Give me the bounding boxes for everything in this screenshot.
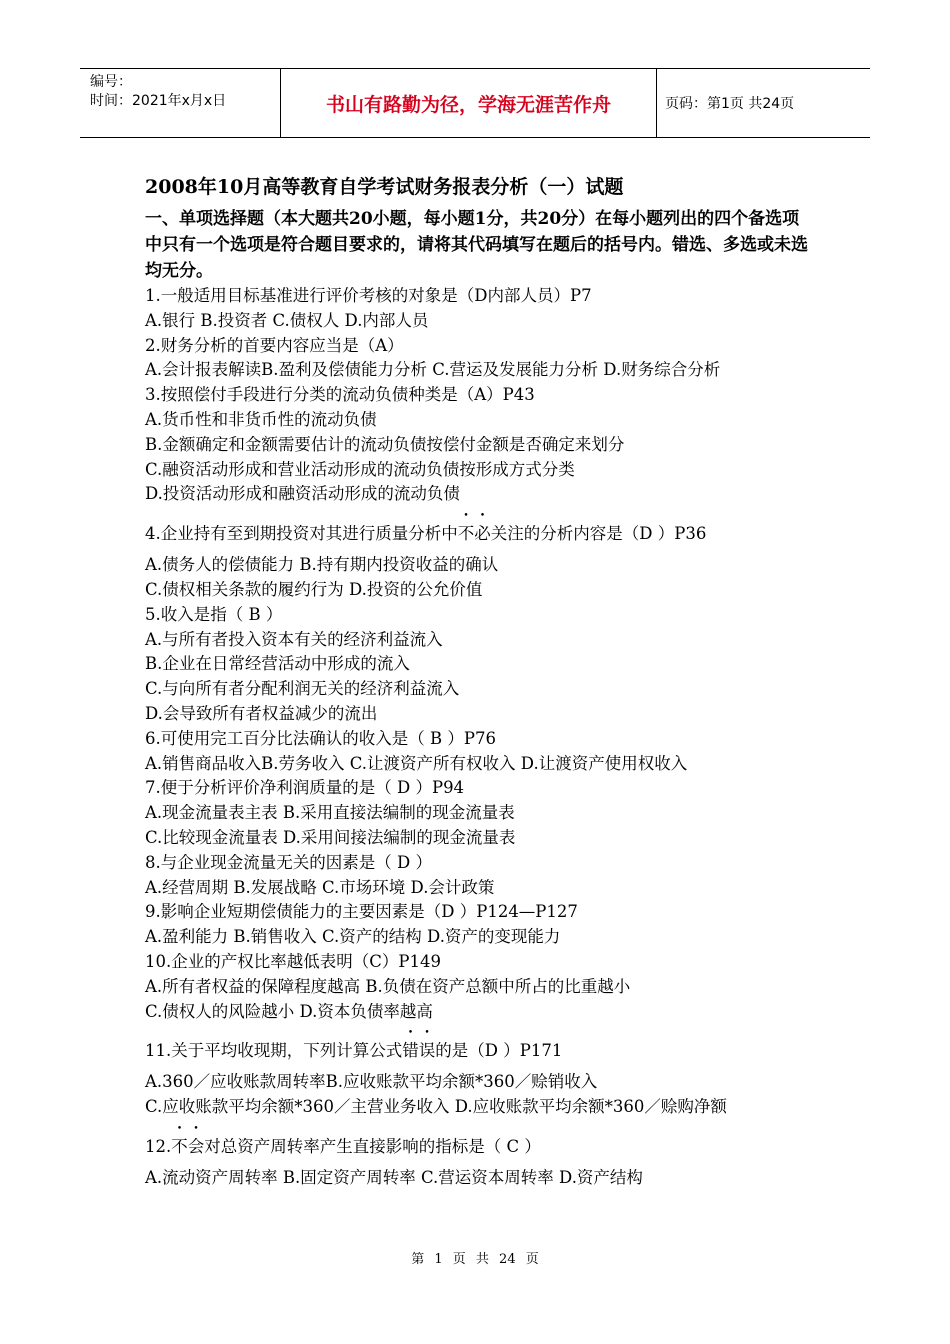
option-line: C.应收账款平均余额*360／主营业务收入 D.应收账款平均余额*360／赊购净额 — [145, 1097, 727, 1117]
question-line: 2.财务分析的首要内容应当是（A） — [145, 335, 404, 355]
question-line — [145, 1120, 845, 1160]
page-footer: 第 1 页 共 24 页 — [411, 1252, 539, 1267]
question-line: 6.可使用完工百分比法确认的收入是（ B ）P76 — [145, 728, 496, 748]
option-line: A.银行 B.投资者 C.债权人 D.内部人员 — [145, 310, 429, 330]
question-list — [145, 284, 845, 1191]
section-instructions: 一、单项选择题（本大题共20小题，每小题1分，共20分）在每小题列出的四个备选项中只有一个选项是符合题目要求的，请将其代码填写在题后的括号内。错选、多选或未选均无分。 — [145, 209, 808, 281]
option-line: A.会计报表解读B.盈利及偿债能力分析 C.营运及发展能力分析 D.财务综合分析 — [145, 360, 721, 380]
emphasis-char: 不 — [457, 524, 475, 544]
option-line: C.融资活动形成和营业活动形成的流动负债按形成方式分类 — [145, 459, 575, 479]
question-line: 9.影响企业短期偿债能力的主要因素是（D ）P124—P127 — [145, 902, 578, 922]
option-line: A.经营周期 B.发展战略 C.市场环境 D.会计政策 — [145, 877, 495, 897]
question-line — [145, 507, 845, 547]
header-motto: 书山有路勤为径，学海无涯苦作舟 — [280, 69, 657, 137]
option-line: A.现金流量表主表 B.采用直接法编制的现金流量表 — [145, 803, 515, 823]
question-text: 对总资产周转率产生直接影响的指标是（ C ） — [204, 1136, 541, 1156]
number-label: 编号： — [90, 74, 132, 90]
question-line: 5.收入是指（ B ） — [145, 604, 283, 624]
question-line: 3.按照偿付手段进行分类的流动负债种类是（A）P43 — [145, 385, 535, 405]
option-line: C.债权相关条款的履约行为 D.投资的公允价值 — [145, 579, 483, 599]
option-line: A.所有者权益的保障程度越高 B.负债在资产总额中所占的比重越小 — [145, 976, 631, 996]
header-page-info: 页码：第1页 共24页 — [665, 96, 795, 112]
emphasis-char: 不 — [171, 1136, 188, 1156]
question-text: 的是（D ）P171 — [435, 1041, 563, 1061]
option-line: D.投资活动形成和融资活动形成的流动负债 — [145, 484, 460, 504]
option-line: A.销售商品收入B.劳务收入 C.让渡资产所有权收入 D.让渡资产使用权收入 — [145, 753, 688, 773]
option-line: C.比较现金流量表 D.采用间接法编制的现金流量表 — [145, 827, 516, 847]
emphasis-char: 错 — [402, 1041, 419, 1061]
option-line: B.企业在日常经营活动中形成的流入 — [145, 654, 410, 674]
question-line: 1.一般适用目标基准进行评价考核的对象是（D内部人员）P7 — [145, 286, 592, 305]
time-label: 时间：2021年x月x日 — [90, 93, 227, 109]
page-header — [80, 68, 870, 138]
option-line: A.流动资产周转率 B.固定资产周转率 C.营运资本周转率 D.资产结构 — [145, 1167, 643, 1187]
emphasis-char: 误 — [418, 1041, 436, 1061]
option-line: A.与所有者投入资本有关的经济利益流入 — [145, 629, 443, 649]
question-text: 4.企业持有至到期投资对其进行质量分析中 — [145, 524, 458, 544]
question-text: 11.关于平均收现期，下列计算公式 — [145, 1041, 403, 1061]
option-line: A.货币性和非货币性的流动负债 — [145, 409, 377, 429]
option-line: C.与向所有者分配利润无关的经济利益流入 — [145, 679, 460, 699]
option-line: B.金额确定和金额需要估计的流动负债按偿付金额是否确定来划分 — [145, 434, 625, 454]
option-line: C.债权人的风险越小 D.资本负债率越高 — [145, 1001, 433, 1021]
question-line — [145, 1024, 845, 1064]
document-title: 2008年10月高等教育自学考试财务报表分析（一）试题 — [145, 176, 624, 198]
question-text: 关注的分析内容是（D ）P36 — [490, 524, 707, 544]
option-line: D.会导致所有者权益减少的流出 — [145, 703, 378, 723]
question-line: 10.企业的产权比率越低表明（C）P149 — [145, 951, 441, 971]
emphasis-char: 必 — [474, 524, 491, 544]
emphasis-char: 会 — [187, 1136, 205, 1156]
option-line: A.360／应收账款周转率B.应收账款平均余额*360／赊销收入 — [145, 1072, 598, 1092]
question-line: 8.与企业现金流量无关的因素是（ D ） — [145, 852, 432, 872]
question-line: 7.便于分析评价净利润质量的是（ D ）P94 — [145, 778, 465, 798]
question-text: 12. — [145, 1136, 172, 1156]
option-line: A.盈利能力 B.销售收入 C.资产的结构 D.资产的变现能力 — [145, 927, 561, 947]
header-meta — [80, 69, 280, 137]
option-line: A.债务人的偿债能力 B.持有期内投资收益的确认 — [145, 555, 499, 575]
